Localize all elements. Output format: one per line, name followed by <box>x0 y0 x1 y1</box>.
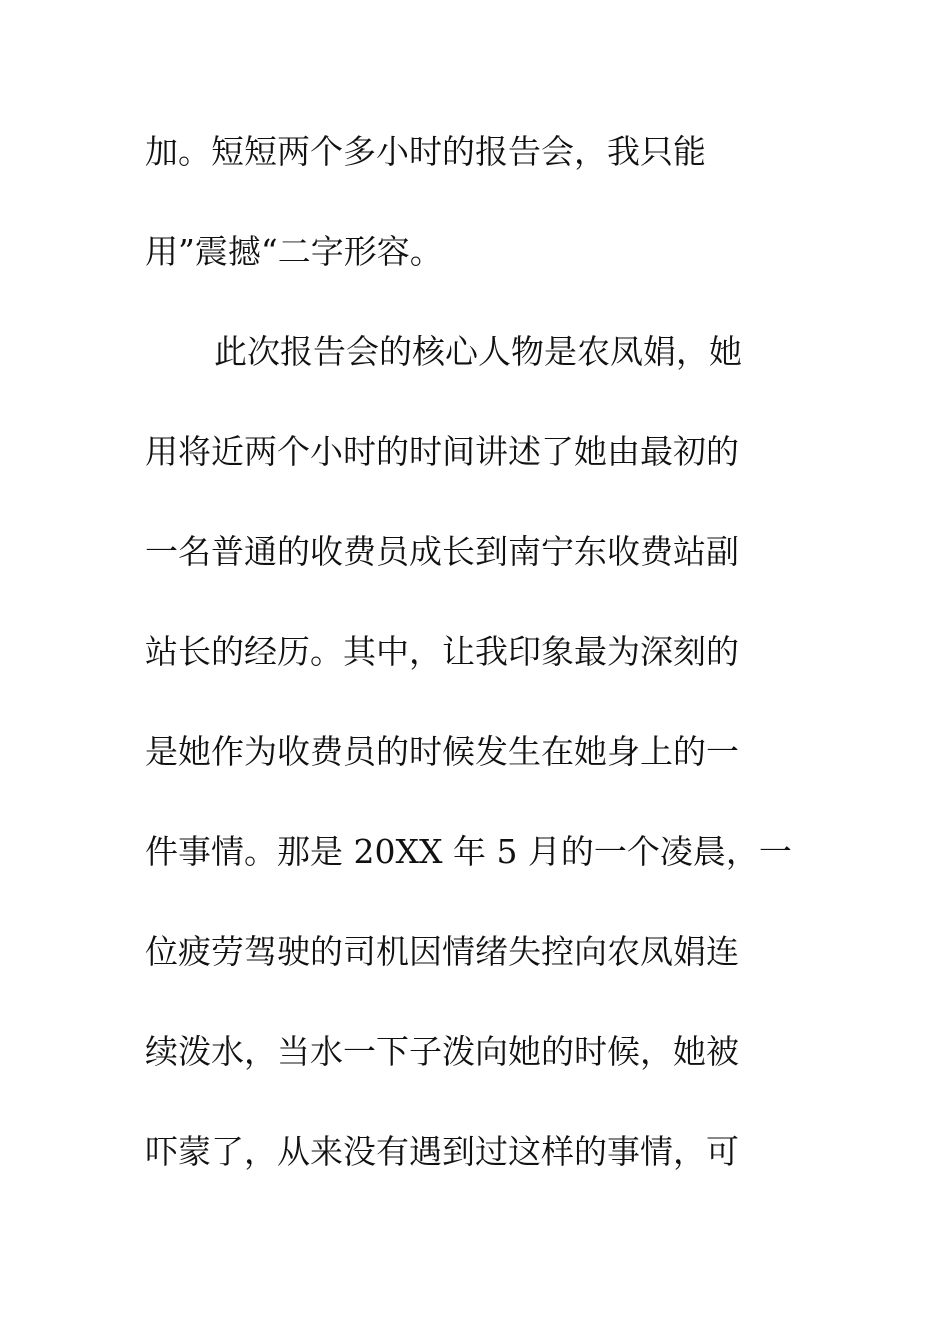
text-line-1: 加。短短两个多小时的报告会，我只能 <box>145 132 706 171</box>
text-line-3: 此次报告会的核心人物是农凤娟，她 <box>214 332 742 371</box>
text-line-5: 一名普通的收费员成长到南宁东收费站副 <box>145 532 739 571</box>
text-line-2: 用”震撼“二字形容。 <box>145 232 443 271</box>
text-line-7: 是她作为收费员的时候发生在她身上的一 <box>145 732 739 771</box>
text-line-8: 件事情。那是 20XX 年 5 月的一个凌晨，一 <box>145 832 792 871</box>
text-line-4: 用将近两个小时的时间讲述了她由最初的 <box>145 432 739 471</box>
text-line-6: 站长的经历。其中，让我印象最为深刻的 <box>145 632 739 671</box>
text-line-10: 续泼水，当水一下子泼向她的时候，她被 <box>145 1032 739 1071</box>
text-line-9: 位疲劳驾驶的司机因情绪失控向农凤娟连 <box>145 932 739 971</box>
text-line-11: 吓蒙了，从来没有遇到过这样的事情，可 <box>145 1132 739 1171</box>
